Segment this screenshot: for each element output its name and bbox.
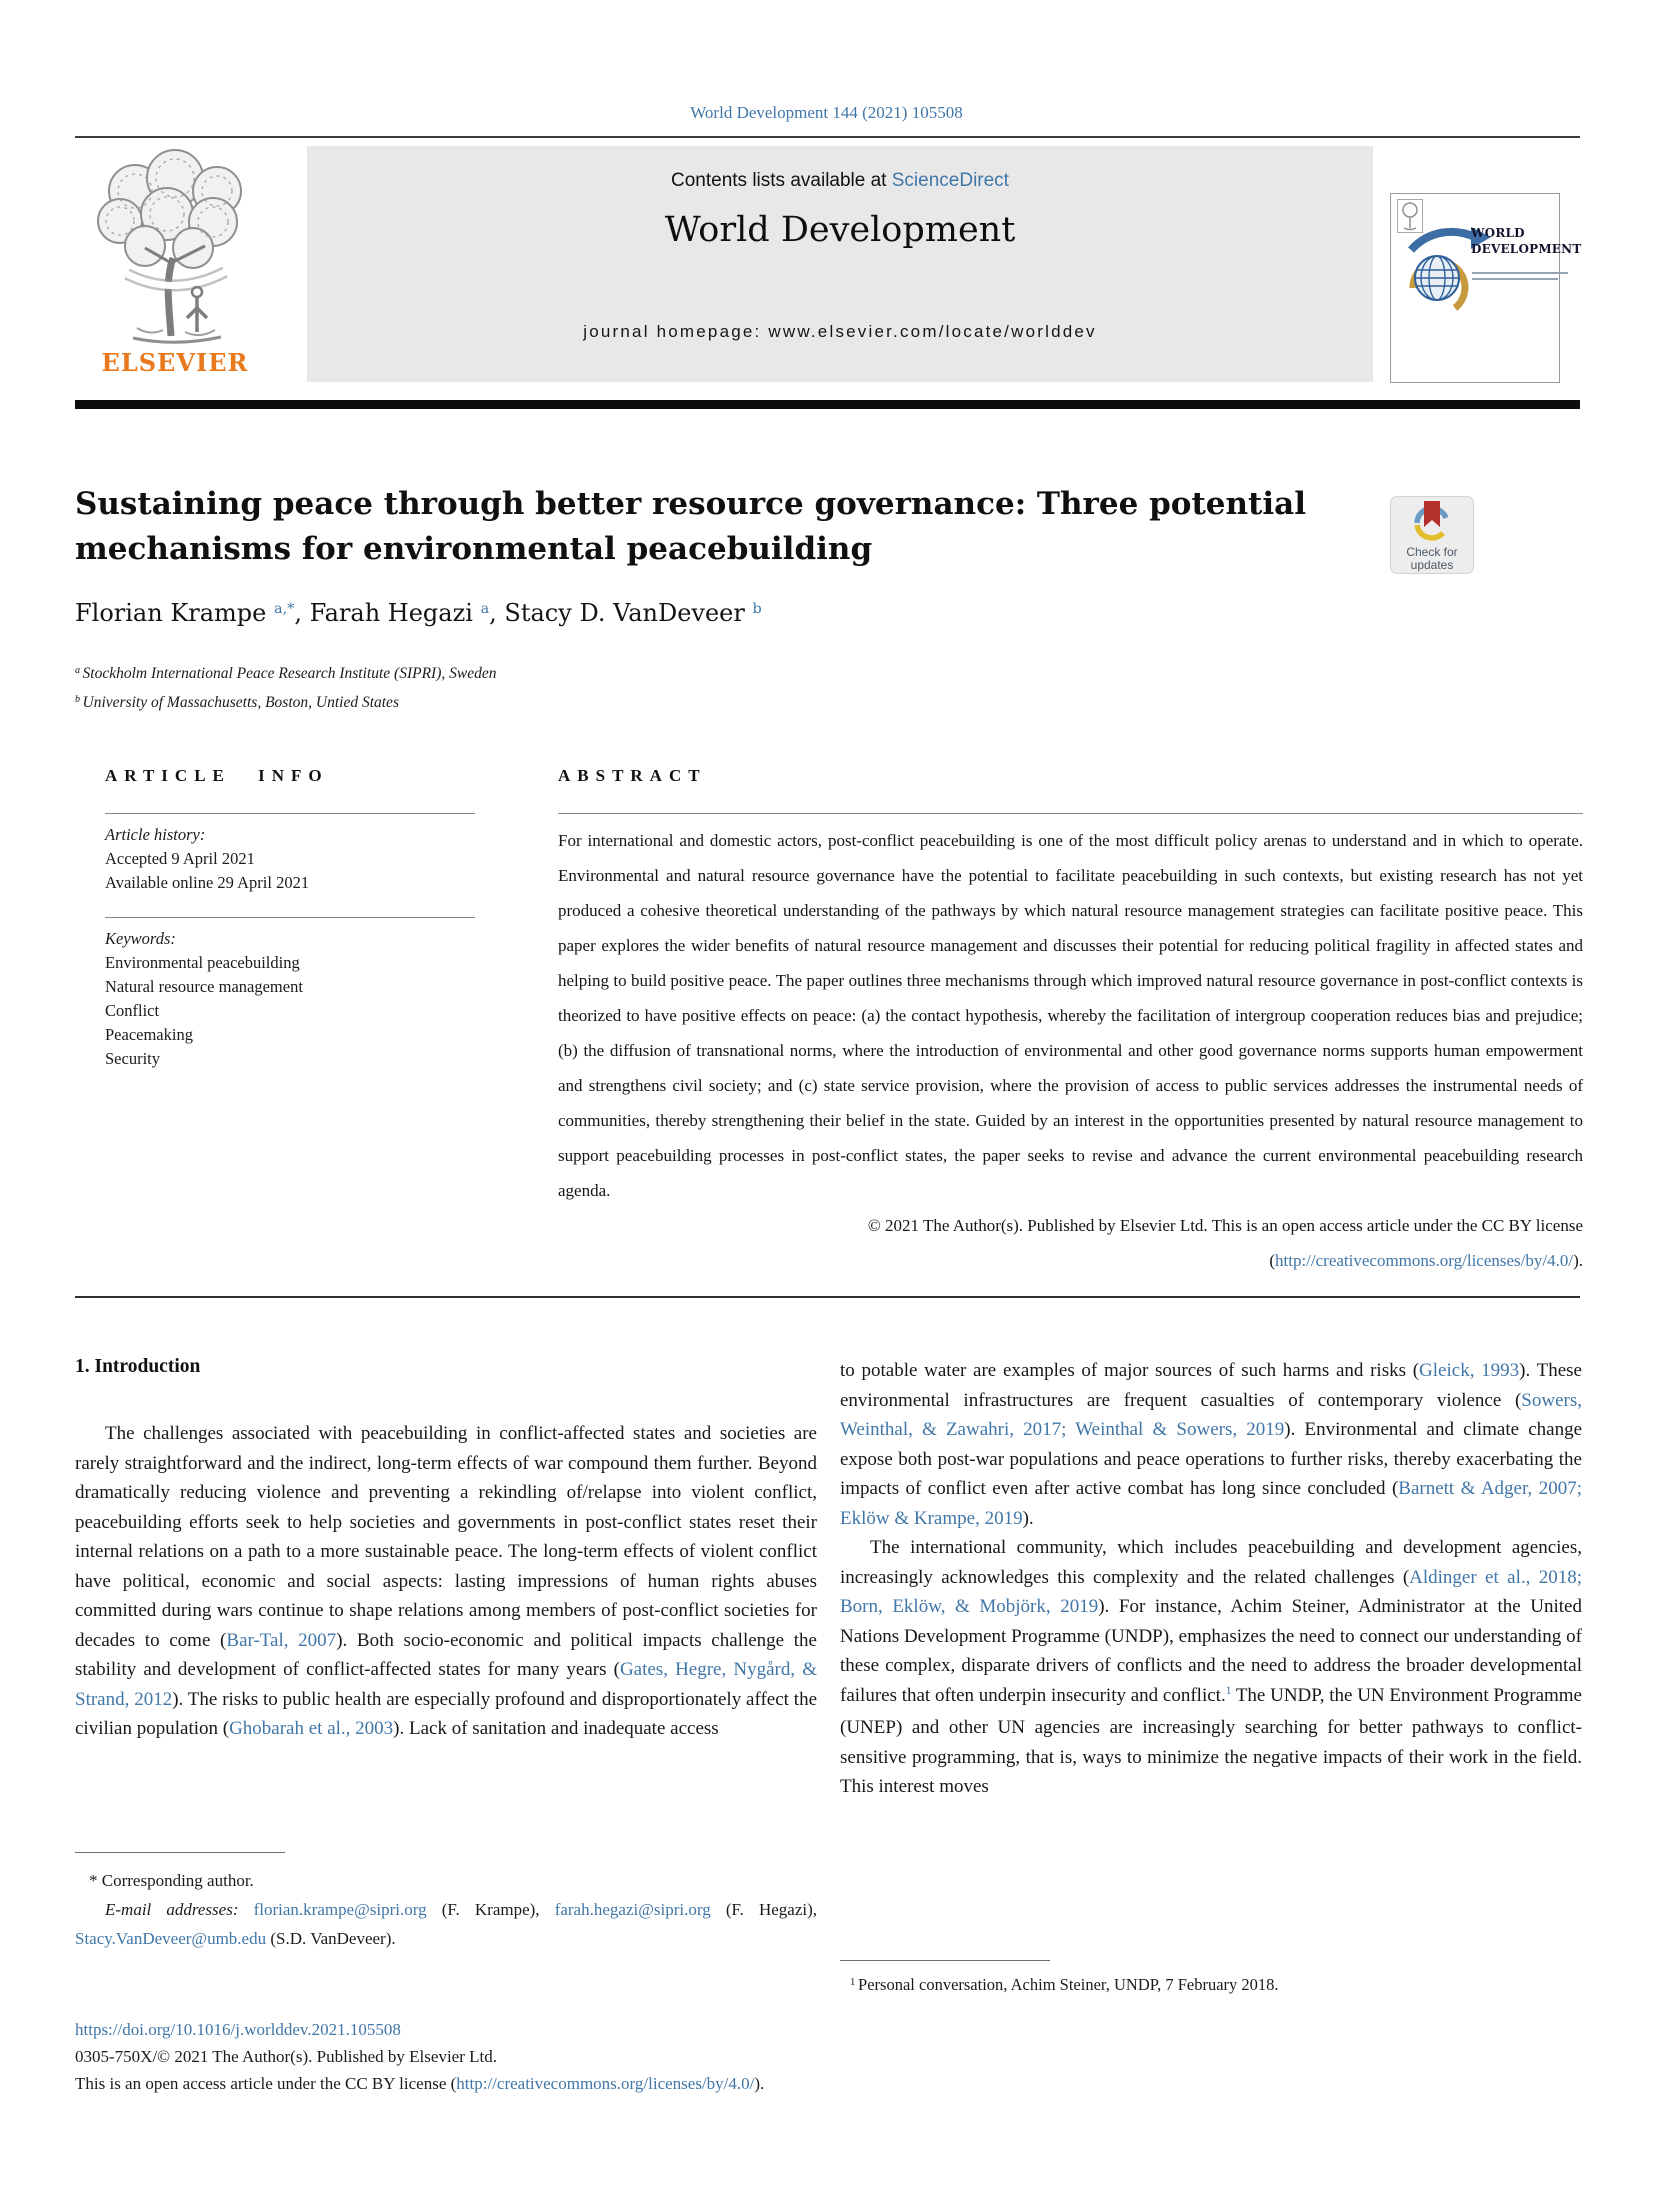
info-rule xyxy=(105,813,475,814)
cover-tagline-line xyxy=(1472,278,1558,280)
author-line: Florian Krampe $^{a,*}$, Farah Hegazi $^a$, Stacy D. VanDeveer $^b$ xyxy=(75,599,762,627)
article-history-label: Article history: xyxy=(105,825,206,844)
header-top-rule xyxy=(75,136,1580,138)
body-column-left xyxy=(75,1356,817,1744)
elsevier-tree-icon xyxy=(75,146,275,346)
intro-paragraph: The challenges associated with peacebuilding in conflict-affected states and societies are rarely straightforward and the indirect, long-term effects of war compound them further. Beyond dramatically reducing violence and preventing a rekindling of/relapse into violent conflict, peacebuilding efforts seek to help societies and governments in post-conflict states reset their internal relations on a path to a more sustainable peace. The long-term effects of violent conflict have political, economic and social aspects: lasting impressions of human rights abuses committed during wars continue to shape relations among members of post-conflict societies for decades to come (Bar-Tal, 2007). Both socio-economic and political impacts challenge the stability and development of conflict-affected states for many years (Gates, Hegre, Nygård, & Strand, 2012). The risks to public health are especially profound and disproportionately affect the civilian population (Ghobarah et al., 2003). Lack of sanitation and inadequate access xyxy=(75,1423,818,1739)
affiliation-a: $^a$ Stockholm International Peace Research Institute (SIPRI), Sweden xyxy=(75,664,497,682)
section-heading-introduction: 1. Introduction xyxy=(75,1356,201,1377)
abstract-copyright: © 2021 The Author(s). Published by Elsevier Ltd. This is an open access article under the CC BY license (http://creativecommons.org/licenses/by/4.0/). xyxy=(867,1216,1583,1270)
issn-copyright-line: 0305-750X/© 2021 The Author(s). Published by Elsevier Ltd. xyxy=(75,2047,497,2066)
check-for-updates-badge[interactable] xyxy=(1390,496,1474,574)
keyword-item: Security xyxy=(105,1049,160,1068)
corresponding-author-note: * Corresponding author. xyxy=(89,1871,254,1890)
abstract-text: For international and domestic actors, post-conflict peacebuilding is one of the most difficult policy arenas to understand and in which to operate. Environmental and natural resource governance have the potential to facilitate peacebuilding in such contexts, but existing research has not yet produced a cohesive theoretical understanding of the pathways by which natural resource management strategies can facilitate positive peace. This paper explores the wider benefits of natural resource management and discusses their potential for reducing political fragility in affected states and helping to build positive peace. The paper outlines three mechanisms through which improved natural resource governance in post-conflict contexts is theorized to have positive effects on peace: (a) the contact hypothesis, whereby the facilitation of intergroup cooperation reduces bias and prejudice; (b) the diffusion of transnational norms, where the introduction of environmental and other good governance norms supports human empowerment and strengthens civil society; and (c) state service provision, where the provision of access to public services addresses the instrumental needs of communities, thereby strengthening their belief in the state. Guided by an interest in the opportunities presented by natural resource management to support peacebuilding processes in post-conflict states, the paper seeks to revise and advance the current environmental peacebuilding research agenda. xyxy=(558,831,1583,1200)
journal-cover-thumbnail xyxy=(1390,193,1582,383)
footnote-block-right xyxy=(840,1960,1582,2000)
doi-copyright-block xyxy=(75,2016,817,2097)
doi-link[interactable]: https://doi.org/10.1016/j.worlddev.2021.105508 xyxy=(75,2020,401,2039)
badge-label-line1: Check for xyxy=(1406,545,1458,559)
elsevier-logo xyxy=(75,146,305,382)
running-head-citation: World Development 144 (2021) 105508 xyxy=(690,103,963,122)
section-divider-rule xyxy=(75,1296,1580,1298)
footnote-rule xyxy=(75,1852,285,1853)
cover-journal-title: WORLD DEVELOPMENT xyxy=(1471,226,1582,256)
footnote-rule xyxy=(840,1960,1050,1961)
body-column-right xyxy=(840,1356,1582,1802)
elsevier-wordmark: ELSEVIER xyxy=(101,348,249,377)
keyword-item: Natural resource management xyxy=(105,977,303,996)
history-accepted: Accepted 9 April 2021 xyxy=(105,849,255,868)
keyword-item: Environmental peacebuilding xyxy=(105,953,300,972)
journal-header xyxy=(75,146,1580,382)
cover-tagline-line xyxy=(1472,272,1568,274)
abstract-section xyxy=(558,766,1583,1278)
affiliations xyxy=(75,660,496,718)
keyword-item: Peacemaking xyxy=(105,1025,193,1044)
article-title: Sustaining peace through better resource governance: Three potential mechanisms for environmental peacebuilding xyxy=(75,486,1306,567)
abstract-header: ABSTRACT xyxy=(558,766,707,785)
journal-banner xyxy=(307,146,1373,382)
article-info-header: ARTICLE INFO xyxy=(105,766,329,785)
journal-homepage-link[interactable]: journal homepage: www.elsevier.com/locate/worlddev xyxy=(583,322,1097,341)
affiliation-b: $^b$ University of Massachusetts, Boston, Untied States xyxy=(75,693,399,711)
journal-name: World Development xyxy=(664,210,1016,250)
history-available: Available online 29 April 2021 xyxy=(105,873,310,892)
footnote-1: $^1$ Personal conversation, Achim Steiner, UNDP, 7 February 2018. xyxy=(850,1975,1279,1994)
article-info-section xyxy=(105,766,475,1071)
intro-paragraph: to potable water are examples of major sources of such harms and risks (Gleick, 1993). These environmental infrastructures are frequent casualties of contemporary violence (Sowers, Weinthal, & Zawahri, 2017; Weinthal & Sowers, 2019). Environmental and climate change expose both post-war populations and peace operations to further risks, thereby exacerbating the impacts of conflict even after active combat has long since concluded (Barnett & Adger, 2007; Eklöw & Krampe, 2019). xyxy=(840,1360,1583,1529)
header-divider-bar xyxy=(75,400,1580,409)
intro-paragraph: The international community, which includes peacebuilding and development agencies, increasingly acknowledges this complexity and the related challenges (Aldinger et al., 2018; Born, Eklöw, & Mobjörk, 2019). For instance, Achim Steiner, Administrator at the United Nations Development Programme (UNDP), emphasizes the need to connect our understanding of these complex, disparate drivers of conflicts and the need to address the broader developmental failures that often underpin insecurity and conflict.$^1$ The UNDP, the UN Environment Programme (UNEP) and other UN agencies are increasingly searching for better pathways to conflict-sensitive programming, that is, ways to minimize the negative impacts of their work in the field. This interest moves xyxy=(840,1537,1582,1797)
keyword-item: Conflict xyxy=(105,1001,160,1020)
email-addresses-note[interactable]: E-mail addresses: florian.krampe@sipri.org (F. Krampe), farah.hegazi@sipri.org (F. Hegazi), Stacy.VanDeveer@umb.edu (S.D. VanDeveer). xyxy=(75,1900,818,1948)
crossmark-icon xyxy=(1403,499,1461,541)
keywords-label: Keywords: xyxy=(105,929,176,948)
footnote-block-left xyxy=(75,1852,817,1953)
badge-label-line2: updates xyxy=(1410,558,1454,572)
license-line[interactable]: This is an open access article under the CC BY license (http://creativecommons.org/licenses/by/4.0/). xyxy=(75,2074,765,2093)
contents-lists-line[interactable]: Contents lists available at ScienceDirect xyxy=(671,170,1009,191)
abstract-rule xyxy=(558,813,1583,814)
info-rule xyxy=(105,917,475,918)
